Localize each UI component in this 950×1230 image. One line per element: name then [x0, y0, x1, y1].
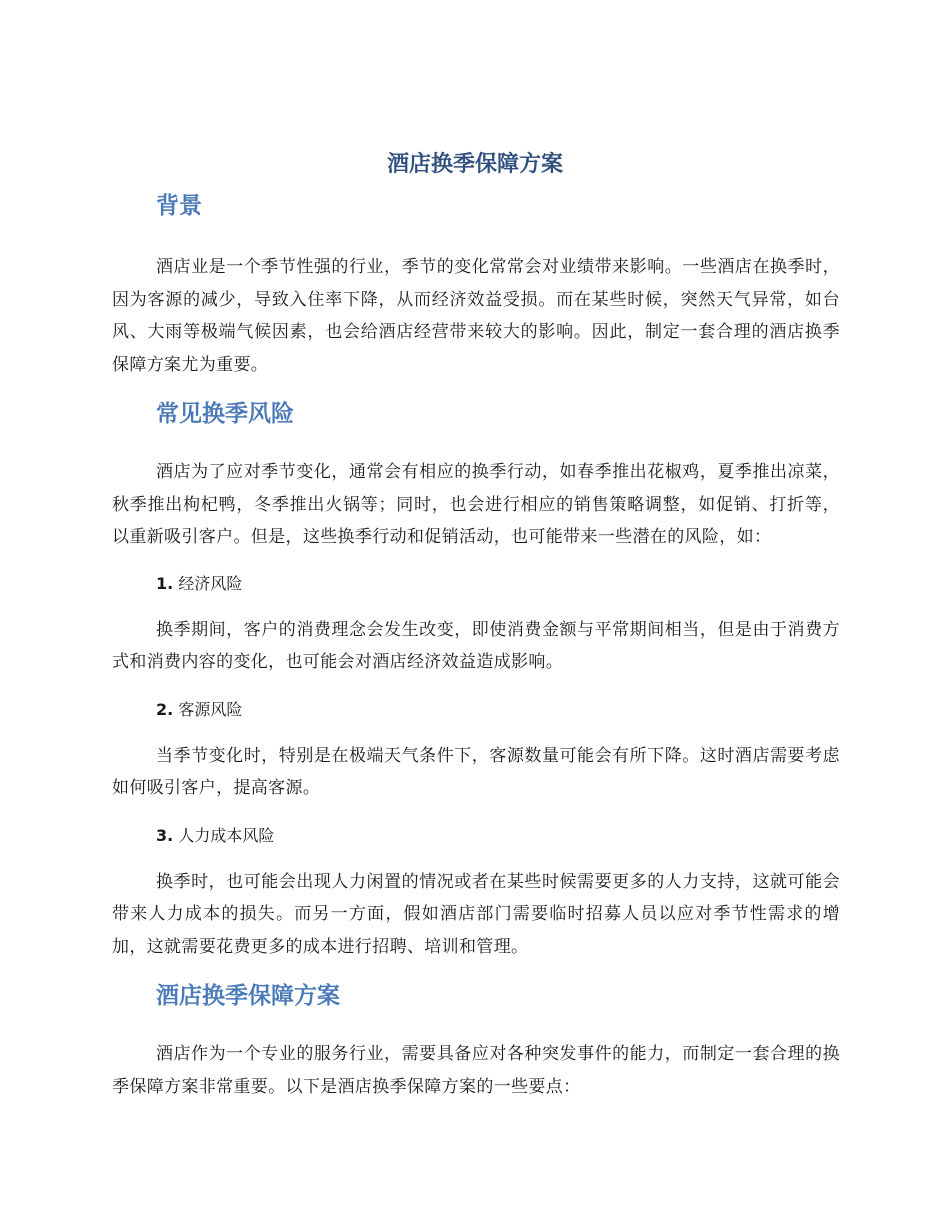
risk-item-number: 2. [156, 699, 174, 719]
risk-item-label: 客源风险 [178, 699, 243, 719]
risk-customer-paragraph: 当季节变化时，特别是在极端天气条件下，客源数量可能会有所下降。这时酒店需要考虑如何吸引客户，提高客源。 [112, 745, 840, 798]
risk-economic-paragraph: 换季期间，客户的消费理念会发生改变，即使消费金额与平常期间相当，但是由于消费方式和消费内容的变化，也可能会对酒店经济效益造成影响。 [112, 619, 840, 672]
risk-item-label: 经济风险 [178, 573, 243, 593]
document-title: 酒店换季保障方案 [386, 152, 563, 177]
risk-item-customer [112, 696, 840, 724]
risk-item-labor [112, 822, 840, 850]
risk-labor-paragraph: 换季时，也可能会出现人力闲置的情况或者在某些时候需要更多的人力支持，这就可能会带来人力成本的损失。而另一方面，假如酒店部门需要临时招募人员以应对季节性需求的增加，这就需要花费更多的成本进行招聘、培训和管理。 [112, 871, 840, 957]
document-body [112, 190, 840, 1103]
section-heading-background: 背景 [156, 193, 202, 219]
section-heading-risks: 常见换季风险 [156, 401, 294, 427]
plan-intro-paragraph: 酒店作为一个专业的服务行业，需要具备应对各种突发事件的能力，而制定一套合理的换季保障方案非常重要。以下是酒店换季保障方案的一些要点： [112, 1044, 840, 1097]
background-paragraph: 酒店业是一个季节性强的行业，季节的变化常常会对业绩带来影响。一些酒店在换季时，因为客源的减少，导致入住率下降，从而经济效益受损。而在某些时候，突然天气异常，如台风、大雨等极端气候因素，也会给酒店经营带来较大的影响。因此，制定一套合理的酒店换季保障方案尤为重要。 [112, 257, 840, 375]
risk-item-economic [112, 570, 840, 598]
risks-intro-paragraph: 酒店为了应对季节变化，通常会有相应的换季行动，如春季推出花椒鸡，夏季推出凉菜，秋季推出枸杞鸭，冬季推出火锅等；同时，也会进行相应的销售策略调整，如促销、打折等，以重新吸引客户。但是，这些换季行动和促销活动，也可能带来一些潜在的风险，如： [112, 462, 840, 547]
risk-item-label: 人力成本风险 [178, 825, 275, 845]
risk-item-number: 1. [156, 573, 174, 593]
risk-item-number: 3. [156, 825, 174, 845]
section-heading-plan: 酒店换季保障方案 [156, 983, 340, 1009]
